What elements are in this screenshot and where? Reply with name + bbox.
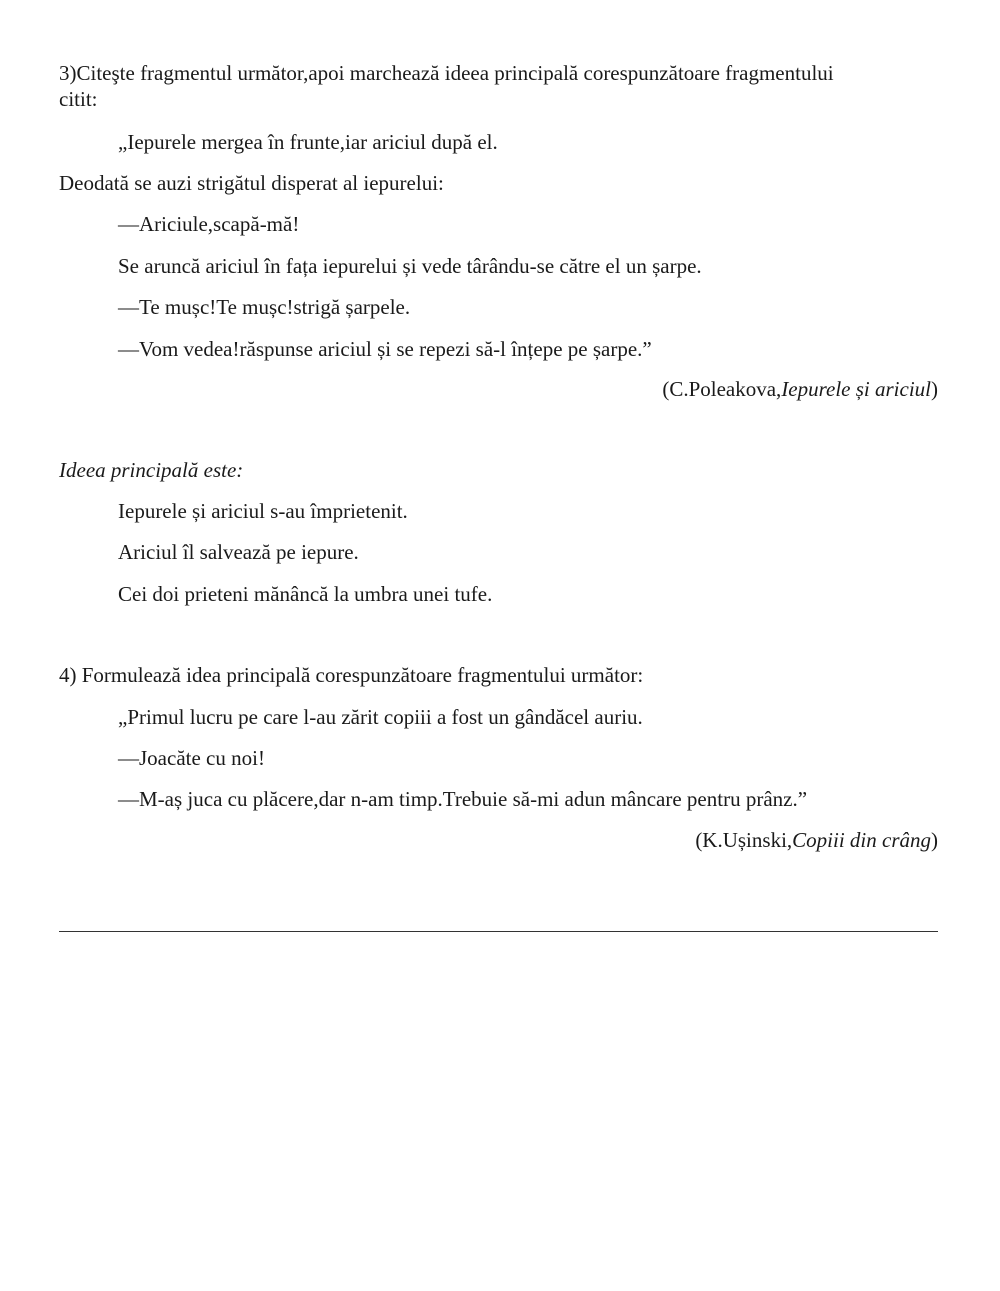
task4-source-citation — [695, 828, 938, 852]
task3-option-3[interactable]: Cei doi prieteni mănâncă la umbra unei tufe. — [118, 582, 493, 606]
task4-source-author: (K.Ușinski, — [695, 828, 793, 852]
task4-answer-line[interactable] — [59, 931, 938, 932]
task4-instruction: 4) Formulează idea principală corespunzătoare fragmentului următor: — [59, 663, 644, 687]
task3-fragment-line-4: Se aruncă ariciul în fața iepurelui și vede târându-se către el un șarpe. — [118, 254, 702, 278]
task3-option-1[interactable]: Iepurele și ariciul s-au împrietenit. — [118, 499, 408, 523]
task4-source-title: Copiii din crâng — [792, 828, 931, 852]
task4-source-close: ) — [931, 828, 938, 852]
task3-fragment-line-3: ―Ariciule,scapă-mă! — [118, 212, 300, 236]
task4-fragment-line-3: ―M-aș juca cu plăcere,dar n-am timp.Trebuie să-mi adun mâncare pentru prânz.” — [118, 787, 808, 811]
task3-option-2[interactable]: Ariciul îl salvează pe iepure. — [118, 540, 359, 564]
task3-fragment-line-6: ―Vom vedea!răspunse ariciul și se repezi să-l înțepe pe șarpe.” — [118, 337, 652, 361]
task3-source-citation — [662, 377, 938, 401]
task4-fragment-line-1: „Primul lucru pe care l-au zărit copiii a fost un gândăcel auriu. — [118, 705, 643, 729]
task3-source-close: ) — [931, 377, 938, 401]
task4-fragment-line-2: ―Joacăte cu noi! — [118, 746, 265, 770]
task3-fragment-line-5: ―Te mușc!Te mușc!strigă șarpele. — [118, 295, 411, 319]
task3-fragment-line-2: Deodată se auzi strigătul disperat al iepurelui: — [59, 171, 444, 195]
task3-source-title: Iepurele și ariciul — [781, 377, 931, 401]
task3-source-author: (C.Poleakova, — [662, 377, 782, 401]
task3-instruction-line1: 3)Citeşte fragmentul următor,apoi marchează ideea principală corespunzătoare fragmentului — [59, 61, 834, 85]
task3-prompt: Ideea principală este: — [59, 458, 244, 482]
task3-instruction-line2: citit: — [59, 87, 98, 111]
task3-fragment-line-1: „Iepurele mergea în frunte,iar ariciul după el. — [118, 130, 498, 154]
